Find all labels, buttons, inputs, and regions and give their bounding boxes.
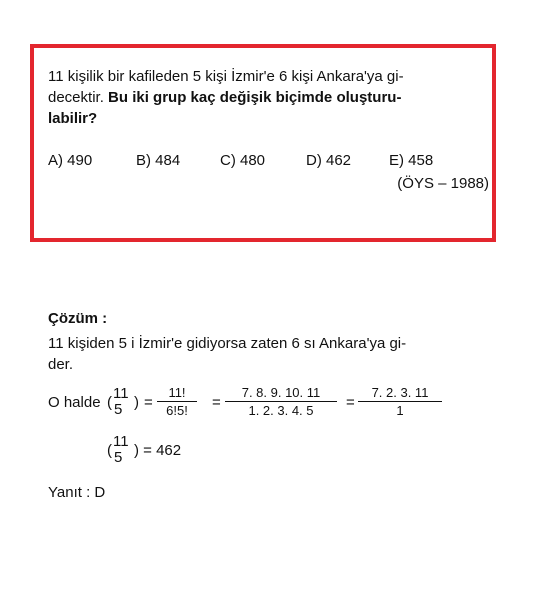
question-line-1: 11 kişilik bir kafileden 5 kişi İzmir'e 6 kişi Ankara'ya gi- — [48, 68, 404, 85]
binom2-open: ( — [107, 442, 112, 459]
binom-close: ) — [134, 394, 139, 411]
binom-open: ( — [107, 394, 112, 411]
question-text — [48, 66, 488, 129]
option-e[interactable]: E) 458 — [389, 152, 434, 169]
fraction-3-den: 1 — [396, 403, 404, 418]
solution-text — [48, 333, 488, 375]
fraction-3 — [358, 385, 442, 418]
question-line-3: labilir? — [48, 110, 98, 127]
binom-bottom: 5 — [114, 401, 123, 418]
eq-2: = — [212, 394, 221, 411]
question-line-2b: Bu iki grup kaç değişik biçimde oluşturu- — [108, 89, 402, 106]
eq-1: = — [144, 394, 153, 411]
option-d[interactable]: D) 462 — [306, 152, 352, 169]
question-line-2a: decektir. — [48, 89, 104, 106]
answer-text: Yanıt : D — [48, 484, 106, 501]
option-c[interactable]: C) 480 — [220, 152, 266, 169]
fraction-1-den: 6!5! — [166, 403, 188, 418]
fraction-1 — [157, 385, 197, 418]
fraction-2-num: 7. 8. 9. 10. 11 — [225, 385, 337, 402]
binom-top: 11 — [113, 385, 129, 402]
fraction-3-num: 7. 2. 3. 11 — [358, 385, 442, 402]
binom2-bottom: 5 — [114, 449, 123, 466]
result-text: ) = 462 — [134, 442, 182, 459]
fraction-2-den: 1. 2. 3. 4. 5 — [248, 403, 314, 418]
fraction-1-num: 11! — [157, 385, 197, 402]
option-b[interactable]: B) 484 — [136, 152, 181, 169]
binom2-top: 11 — [113, 433, 129, 450]
solution-title: Çözüm : — [48, 310, 108, 327]
eq-3: = — [346, 394, 355, 411]
ohalde-label: O halde — [48, 394, 101, 411]
question-source: (ÖYS – 1988) — [397, 175, 489, 192]
fraction-2 — [225, 385, 337, 418]
solution-line-2: der. — [48, 356, 74, 373]
solution-line-1: 11 kişiden 5 i İzmir'e gidiyorsa zaten 6 sı Ankara'ya gi- — [48, 335, 407, 352]
question-line-2 — [48, 87, 488, 108]
option-a[interactable]: A) 490 — [48, 152, 93, 169]
